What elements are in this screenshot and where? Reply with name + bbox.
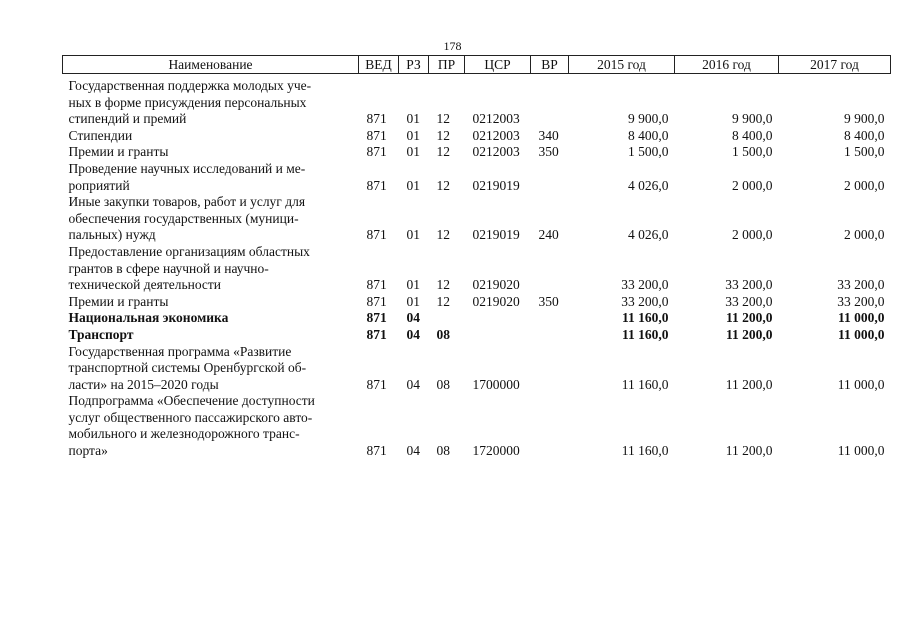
cell-2017: 11 000,0 xyxy=(837,310,885,326)
table-row xyxy=(63,393,891,459)
name-line: технической деятельности xyxy=(68,277,222,293)
cell-csr: 0212003 xyxy=(472,127,520,143)
cell-csr xyxy=(465,327,531,344)
cell-ved: 871 xyxy=(366,127,387,143)
cell-2015: 11 160,0 xyxy=(621,310,669,326)
cell-name xyxy=(63,74,359,128)
table-row xyxy=(63,327,891,344)
header-2017: 2017 год xyxy=(779,56,891,74)
header-pr: ПР xyxy=(429,56,465,74)
cell-vr xyxy=(531,393,569,459)
cell-csr: 0219019 xyxy=(472,177,520,193)
cell-2016: 8 400,0 xyxy=(732,127,773,143)
cell-pr: 08 xyxy=(436,376,450,392)
name-line: Национальная экономика xyxy=(68,310,229,326)
cell-ved: 871 xyxy=(366,443,387,459)
cell-rz: 01 xyxy=(406,293,420,309)
cell-csr: 0212003 xyxy=(472,144,520,160)
cell-pr: 08 xyxy=(436,443,450,459)
cell-name xyxy=(63,128,359,145)
cell-name xyxy=(63,194,359,244)
name-line: ласти» на 2015–2020 годы xyxy=(68,376,219,392)
name-line: Проведение научных исследований и ме- xyxy=(68,160,306,176)
name-line: ных в форме присуждения персональных xyxy=(68,94,307,110)
cell-vr: 350 xyxy=(538,144,559,160)
cell-2017: 2 000,0 xyxy=(844,227,885,243)
cell-rz: 01 xyxy=(406,144,420,160)
cell-2017: 11 000,0 xyxy=(837,443,885,459)
cell-2015: 33 200,0 xyxy=(621,277,669,293)
budget-table xyxy=(62,55,891,460)
name-line: грантов в сфере научной и научно- xyxy=(68,260,269,276)
cell-2015: 4 026,0 xyxy=(628,227,669,243)
cell-csr: 0212003 xyxy=(472,111,520,127)
cell-rz: 04 xyxy=(406,443,420,459)
cell-pr: 08 xyxy=(436,326,450,342)
table-body xyxy=(63,74,891,460)
cell-pr: 12 xyxy=(436,127,450,143)
cell-rz: 01 xyxy=(406,127,420,143)
cell-rz: 04 xyxy=(406,376,420,392)
cell-rz: 04 xyxy=(406,310,420,326)
table-row xyxy=(63,294,891,311)
page-number: 178 xyxy=(443,39,462,53)
cell-csr: 0219020 xyxy=(472,277,520,293)
table-row xyxy=(63,74,891,128)
cell-2016: 11 200,0 xyxy=(725,310,773,326)
cell-ved: 871 xyxy=(366,144,387,160)
name-line: Транспорт xyxy=(68,326,134,342)
cell-2016: 33 200,0 xyxy=(725,293,773,309)
header-rz: РЗ xyxy=(399,56,429,74)
cell-2015: 11 160,0 xyxy=(621,326,669,342)
cell-2017: 11 000,0 xyxy=(837,376,885,392)
cell-rz: 01 xyxy=(406,227,420,243)
cell-rz: 01 xyxy=(406,111,420,127)
cell-csr xyxy=(465,310,531,327)
cell-vr xyxy=(531,327,569,344)
cell-name xyxy=(63,327,359,344)
cell-2015: 11 160,0 xyxy=(621,376,669,392)
cell-ved: 871 xyxy=(366,277,387,293)
cell-pr: 12 xyxy=(436,111,450,127)
cell-vr: 340 xyxy=(538,127,559,143)
cell-rz: 01 xyxy=(406,177,420,193)
cell-2017: 11 000,0 xyxy=(837,326,885,342)
cell-2017: 8 400,0 xyxy=(844,127,885,143)
cell-vr: 350 xyxy=(538,293,559,309)
cell-2017: 33 200,0 xyxy=(837,277,885,293)
header-csr: ЦСР xyxy=(465,56,531,74)
cell-rz: 01 xyxy=(406,277,420,293)
name-line: Государственная программа «Развитие xyxy=(68,343,292,359)
cell-2015: 4 026,0 xyxy=(628,177,669,193)
cell-2016: 2 000,0 xyxy=(732,177,773,193)
cell-name xyxy=(63,161,359,194)
cell-2016: 33 200,0 xyxy=(725,277,773,293)
cell-csr: 1720000 xyxy=(472,443,520,459)
cell-vr: 240 xyxy=(538,227,559,243)
cell-ved: 871 xyxy=(366,326,387,342)
cell-name xyxy=(63,393,359,459)
name-line: мобильного и железнодорожного транс- xyxy=(68,426,300,442)
cell-name xyxy=(63,294,359,311)
cell-vr xyxy=(531,161,569,194)
header-2016: 2016 год xyxy=(675,56,779,74)
cell-2015: 9 900,0 xyxy=(628,111,669,127)
name-line: Предоставление организациям областных xyxy=(68,243,310,259)
name-line: Премии и гранты xyxy=(68,293,169,309)
header-name: Наименование xyxy=(63,56,359,74)
cell-ved: 871 xyxy=(366,310,387,326)
cell-pr: 12 xyxy=(436,177,450,193)
cell-2016: 11 200,0 xyxy=(725,326,773,342)
cell-2016: 9 900,0 xyxy=(732,111,773,127)
cell-ved: 871 xyxy=(366,376,387,392)
header-2015: 2015 год xyxy=(569,56,675,74)
cell-pr: 12 xyxy=(436,227,450,243)
name-line: роприятий xyxy=(68,177,130,193)
cell-2016: 1 500,0 xyxy=(732,144,773,160)
name-line: Стипендии xyxy=(68,127,133,143)
cell-2015: 11 160,0 xyxy=(621,443,669,459)
cell-ved: 871 xyxy=(366,227,387,243)
cell-name xyxy=(63,144,359,161)
cell-ved: 871 xyxy=(366,177,387,193)
cell-2017: 33 200,0 xyxy=(837,293,885,309)
cell-pr: 12 xyxy=(436,277,450,293)
name-line: Премии и гранты xyxy=(68,144,169,160)
cell-csr: 0219019 xyxy=(472,227,520,243)
cell-vr xyxy=(531,344,569,394)
header-vr: ВР xyxy=(531,56,569,74)
table-row xyxy=(63,344,891,394)
cell-ved: 871 xyxy=(366,293,387,309)
cell-vr xyxy=(531,310,569,327)
cell-pr: 12 xyxy=(436,144,450,160)
name-line: обеспечения государственных (муници- xyxy=(68,210,299,226)
cell-2016: 2 000,0 xyxy=(732,227,773,243)
table-row xyxy=(63,194,891,244)
table-row xyxy=(63,244,891,294)
name-line: пальных) нужд xyxy=(68,227,156,243)
cell-2016: 11 200,0 xyxy=(725,443,773,459)
name-line: порта» xyxy=(68,443,108,459)
cell-2017: 2 000,0 xyxy=(844,177,885,193)
name-line: Государственная поддержка молодых уче- xyxy=(68,78,312,93)
cell-name xyxy=(63,310,359,327)
cell-pr xyxy=(429,310,465,327)
table-row xyxy=(63,161,891,194)
header-ved: ВЕД xyxy=(359,56,399,74)
name-line: услуг общественного пассажирского авто- xyxy=(68,409,313,425)
table-row xyxy=(63,310,891,327)
cell-name xyxy=(63,244,359,294)
cell-pr: 12 xyxy=(436,293,450,309)
name-line: Подпрограмма «Обеспечение доступности xyxy=(68,393,315,409)
cell-rz: 04 xyxy=(406,326,420,342)
cell-name xyxy=(63,344,359,394)
cell-2017: 9 900,0 xyxy=(844,111,885,127)
name-line: стипендий и премий xyxy=(68,111,187,127)
name-line: транспортной системы Оренбургской об- xyxy=(68,360,307,376)
cell-2017: 1 500,0 xyxy=(844,144,885,160)
table-header-row xyxy=(63,56,891,74)
cell-csr: 0219020 xyxy=(472,293,520,309)
cell-2015: 1 500,0 xyxy=(628,144,669,160)
cell-2015: 8 400,0 xyxy=(628,127,669,143)
cell-csr: 1700000 xyxy=(472,376,520,392)
name-line: Иные закупки товаров, работ и услуг для xyxy=(68,194,306,210)
cell-ved: 871 xyxy=(366,111,387,127)
cell-vr xyxy=(531,244,569,294)
table-row xyxy=(63,144,891,161)
table-row xyxy=(63,128,891,145)
cell-vr xyxy=(531,74,569,128)
cell-2015: 33 200,0 xyxy=(621,293,669,309)
cell-2016: 11 200,0 xyxy=(725,376,773,392)
